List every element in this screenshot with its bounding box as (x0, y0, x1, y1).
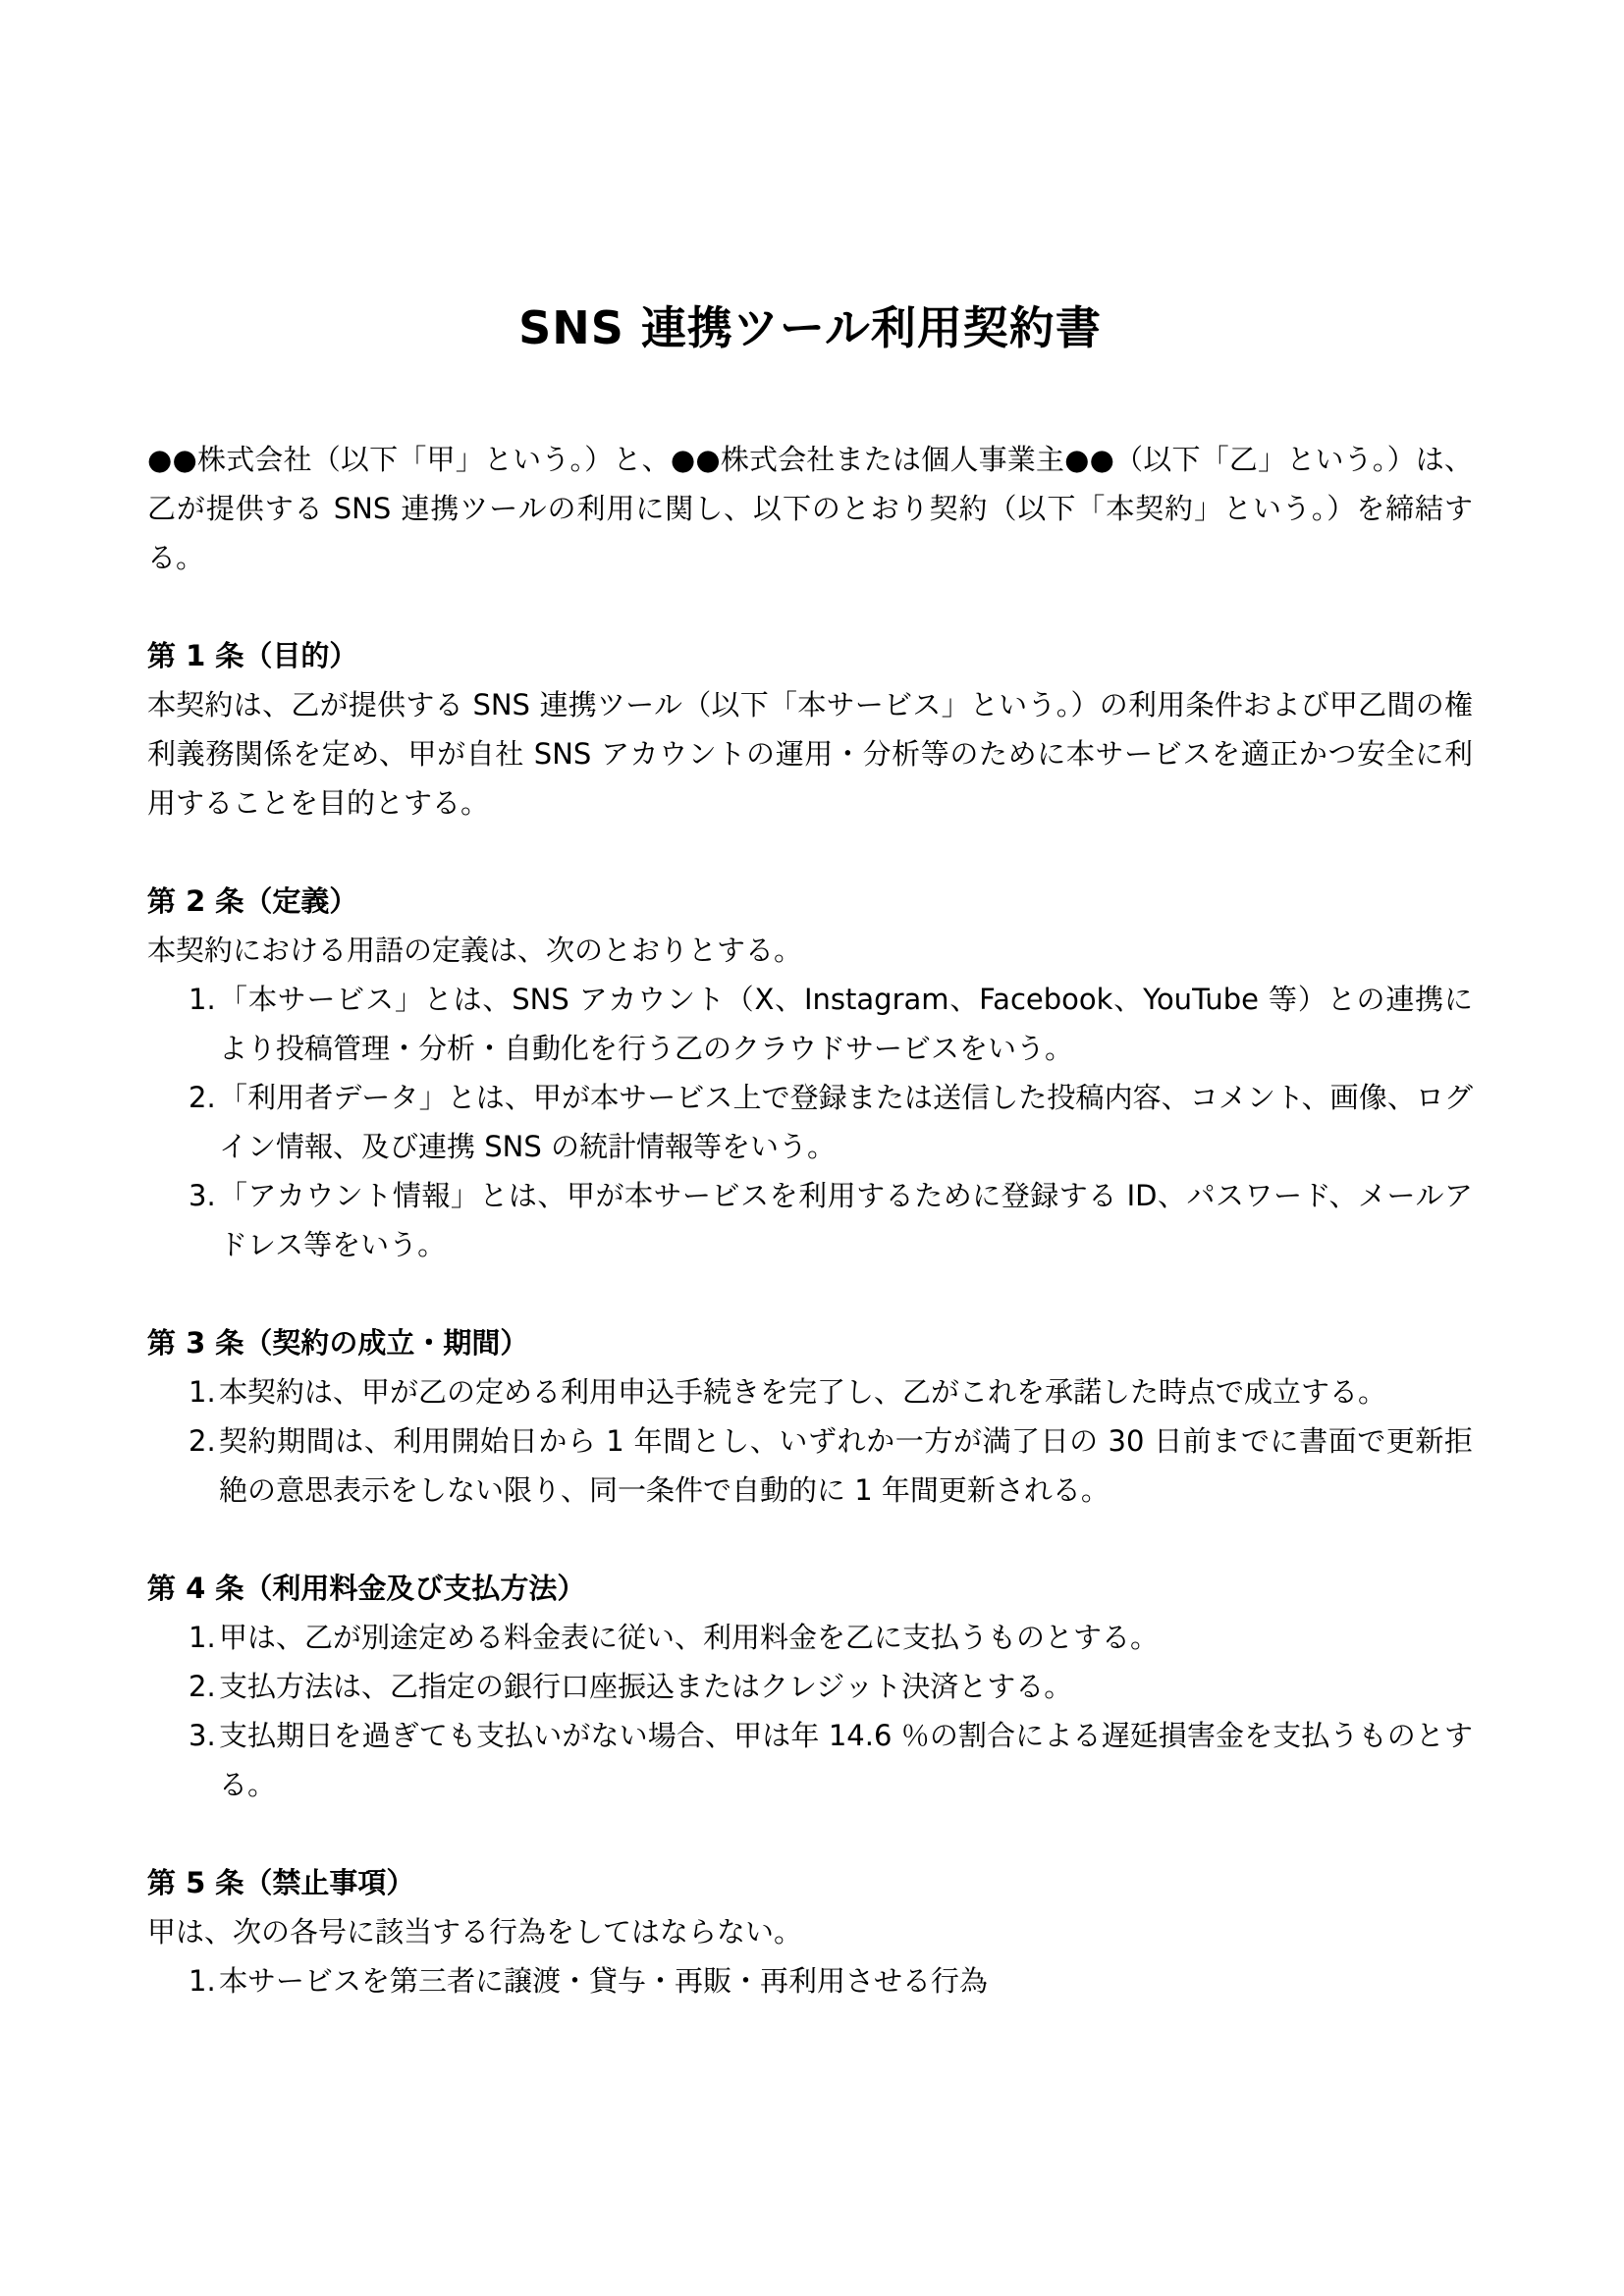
article-item (147, 1073, 1473, 1171)
article-heading: 第 3 条（契約の成立・期間） (147, 1326, 529, 1360)
article-heading: 第 1 条（目的） (147, 639, 358, 672)
article-heading: 第 5 条（禁止事項） (147, 1866, 415, 1899)
item-number: 2. (189, 1081, 216, 1114)
article-heading: 第 2 条（定義） (147, 884, 358, 918)
item-number: 1. (189, 983, 216, 1016)
article-item-list (147, 1367, 1473, 1515)
item-number: 1. (189, 1375, 216, 1409)
article-item (147, 975, 1473, 1073)
item-text: 「本サービス」とは、SNS アカウント（X、Instagram、Facebook、YouTube 等）との連携により投稿管理・分析・自動化を行う乙のクラウドサービスをいう。 (219, 983, 1473, 1065)
article-item-list (147, 1956, 1473, 2005)
item-text: 本サービスを第三者に譲渡・貸与・再販・再利用させる行為 (219, 1964, 989, 1998)
item-number: 3. (189, 1719, 216, 1752)
article-section (147, 1564, 1473, 1809)
item-number: 2. (189, 1424, 216, 1458)
article-item (147, 1662, 1473, 1711)
item-text: 甲は、乙が別途定める料金表に従い、利用料金を乙に支払うものとする。 (219, 1621, 1160, 1654)
article-section (147, 1858, 1473, 2005)
article-section (147, 877, 1473, 1269)
item-text: 契約期間は、利用開始日から 1 年間とし、いずれか一方が満了日の 30 日前までに書面で更新拒絶の意思表示をしない限り、同一条件で自動的に 1 年間更新される。 (219, 1424, 1473, 1507)
article-item (147, 1171, 1473, 1269)
article-body: 甲は、次の各号に該当する行為をしてはならない。 (147, 1915, 803, 1949)
article-item (147, 1613, 1473, 1662)
item-text: 「アカウント情報」とは、甲が本サービスを利用するために登録する ID、パスワード、メールアドレス等をいう。 (219, 1179, 1473, 1261)
article-item (147, 1416, 1473, 1515)
article-body: 本契約は、乙が提供する SNS 連携ツール（以下「本サービス」という。）の利用条件および甲乙間の権利義務関係を定め、甲が自社 SNS アカウントの運用・分析等のために本サービスを適正かつ安全に利用することを目的とする。 (147, 688, 1473, 820)
article-section (147, 1318, 1473, 1515)
article-item (147, 1367, 1473, 1416)
item-text: 「利用者データ」とは、甲が本サービス上で登録または送信した投稿内容、コメント、画像、ログイン情報、及び連携 SNS の統計情報等をいう。 (219, 1081, 1473, 1163)
article-body: 本契約における用語の定義は、次のとおりとする。 (147, 934, 803, 967)
document-title: SNS 連携ツール利用契約書 (518, 301, 1102, 354)
item-number: 1. (189, 1621, 216, 1654)
article-heading: 第 4 条（利用料金及び支払方法） (147, 1572, 586, 1605)
article-item (147, 1956, 1473, 2005)
item-text: 支払方法は、乙指定の銀行口座振込またはクレジット決済とする。 (219, 1670, 1073, 1703)
article-item-list (147, 975, 1473, 1269)
item-number: 2. (189, 1670, 216, 1703)
item-text: 支払期日を過ぎても支払いがない場合、甲は年 14.6 ％の割合による遅延損害金を支払うものとする。 (219, 1719, 1473, 1801)
item-number: 1. (189, 1964, 216, 1998)
article-section (147, 631, 1473, 828)
articles-container (147, 631, 1473, 2005)
preamble-paragraph: ●●株式会社（以下「甲」という。）と、●●株式会社または個人事業主●●（以下「乙」という。）は、乙が提供する SNS 連携ツールの利用に関し、以下のとおり契約（以下「本契約」という。）を締結する。 (147, 443, 1473, 574)
article-item-list (147, 1613, 1473, 1809)
item-number: 3. (189, 1179, 216, 1212)
article-item (147, 1711, 1473, 1809)
item-text: 本契約は、甲が乙の定める利用申込手続きを完了し、乙がこれを承諾した時点で成立する。 (219, 1375, 1387, 1409)
